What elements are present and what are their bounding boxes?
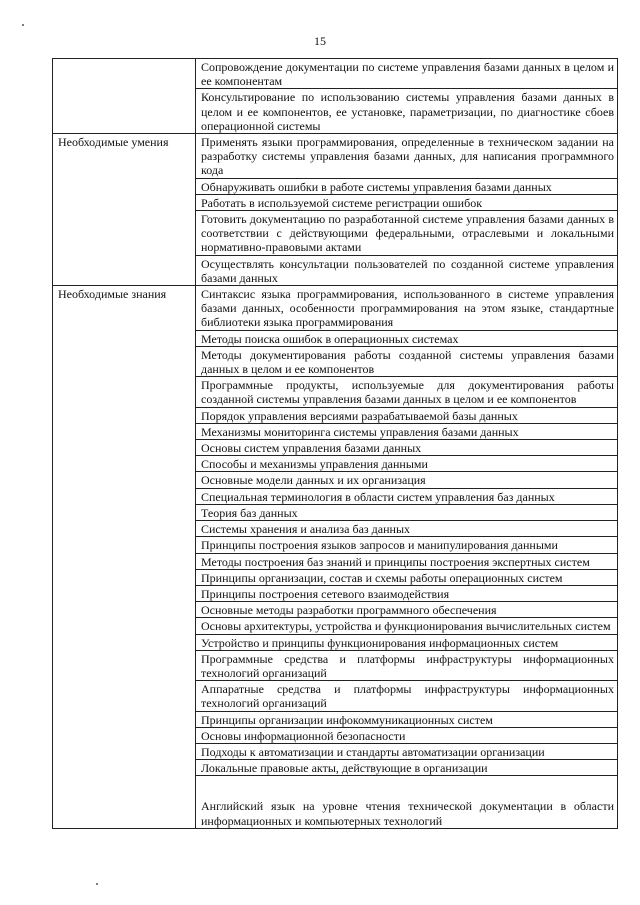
requirement-text: Методы построения баз знаний и принципы построения экспертных систем (201, 554, 590, 569)
table-row (53, 134, 618, 179)
requirement-item (196, 634, 618, 650)
requirement-item (196, 618, 618, 634)
requirement-text: Работать в используемой системе регистрации ошибок (201, 195, 483, 210)
requirement-text: Устройство и принципы функционирования информационных систем (201, 635, 559, 650)
requirement-text: Аппаратные средства и платформы инфраструктуры информационных технологий организаций (201, 682, 614, 711)
requirement-item (196, 472, 618, 488)
requirement-text: Подходы к автоматизации и стандарты автоматизации организации (201, 744, 545, 759)
requirement-item (196, 602, 618, 618)
requirement-text: Принципы построения языков запросов и манипулирования данными (201, 538, 558, 553)
requirement-item (196, 488, 618, 504)
requirement-text: Консультирование по использованию системы управления базами данных в целом и ее компонентов, ее установке, параметризации, по диагностике сбоев операционной системы (201, 90, 614, 133)
requirement-text: Принципы построения сетевого взаимодействия (201, 586, 450, 601)
requirement-text: Основы систем управления базами данных (201, 441, 422, 456)
page-number: 15 (314, 34, 326, 48)
requirement-text: Основы информационной безопасности (201, 728, 406, 743)
requirement-text: Сопровождение документации по системе управления базами данных в целом и ее компонентам (201, 60, 614, 89)
requirement-text: Программные продукты, используемые для документирования работы созданной системы управления базами данных в целом и ее компонентов (201, 378, 614, 407)
requirement-text: Принципы организации, состав и схемы работы операционных систем (201, 570, 563, 585)
requirement-item (196, 407, 618, 423)
requirement-item (196, 553, 618, 569)
requirement-text: Специальная терминология в области систем управления баз данных (201, 489, 555, 504)
requirement-item (196, 760, 618, 776)
requirement-item (196, 521, 618, 537)
requirement-item (196, 377, 618, 407)
requirement-text: Принципы организации инфокоммуникационных систем (201, 712, 493, 727)
requirements-table (52, 58, 618, 829)
requirement-item (196, 194, 618, 210)
requirement-text: Основные методы разработки программного обеспечения (201, 603, 497, 618)
requirement-item (196, 89, 618, 134)
requirement-text: Методы документирования работы созданной системы управления базами данных в целом и ее компонентов (201, 347, 614, 377)
requirement-text: Готовить документацию по разработанной системе управления базами данных в соответствии с действующими федеральными, отраслевыми и локальными нормативно-правовыми актами (201, 212, 614, 255)
requirement-item (196, 711, 618, 727)
requirement-item (196, 330, 618, 346)
requirement-item (196, 537, 618, 553)
blank-line (201, 777, 614, 799)
requirement-item (196, 776, 618, 828)
requirement-text: Способы и механизмы управления данными (201, 457, 428, 472)
table-row (53, 286, 618, 331)
requirement-text: Локальные правовые акты, действующие в организации (201, 761, 488, 776)
requirement-item (196, 286, 618, 331)
requirement-text: Методы поиска ошибок в операционных системах (201, 331, 459, 346)
requirement-item (196, 178, 618, 194)
requirement-item (196, 727, 618, 743)
requirement-item (196, 743, 618, 759)
table-row (53, 59, 618, 89)
requirement-item (196, 569, 618, 585)
requirement-text: Порядок управления версиями разрабатываемой базы данных (201, 408, 518, 423)
requirement-item (196, 59, 618, 89)
requirement-item (196, 504, 618, 520)
requirement-item (196, 423, 618, 439)
requirement-item (196, 681, 618, 711)
requirement-text: Обнаруживать ошибки в работе системы управления базами данных (201, 179, 552, 194)
requirement-item (196, 346, 618, 376)
section-label: Необходимые знания (53, 286, 196, 829)
requirement-text: Механизмы мониторинга системы управления базами данных (201, 424, 519, 439)
requirement-item (196, 456, 618, 472)
requirement-item (196, 134, 618, 179)
requirement-text: Системы хранения и анализа баз данных (201, 522, 411, 537)
requirement-text: Применять языки программирования, определенные в техническом задании на разработку системы управления базами данных, для написания программного кода (201, 135, 614, 178)
requirement-item (196, 211, 618, 256)
requirement-item (196, 650, 618, 680)
section-label: Необходимые умения (53, 134, 196, 286)
scan-speck (96, 883, 98, 885)
requirement-text: Основы архитектуры, устройства и функционирования вычислительных систем (201, 619, 611, 634)
requirement-text: Основные модели данных и их организация (201, 473, 426, 488)
requirement-text: Теория баз данных (201, 505, 298, 520)
requirement-text: Синтаксис языка программирования, использованного в системе управления базами данных, особенности программирования на этом языке, стандартные библиотеки языка программирования (201, 287, 614, 330)
requirement-item (196, 440, 618, 456)
requirement-text: Осуществлять консультации пользователей по созданной системе управления базами данных (201, 256, 614, 285)
section-label (53, 59, 196, 134)
requirement-text: Английский язык на уровне чтения технической документации в области информационных и компьютерных технологий (201, 799, 614, 828)
requirement-item (196, 585, 618, 601)
requirement-item (196, 255, 618, 285)
requirement-text: Программные средства и платформы инфраструктуры информационных технологий организаций (201, 651, 614, 680)
scan-speck (22, 24, 24, 26)
